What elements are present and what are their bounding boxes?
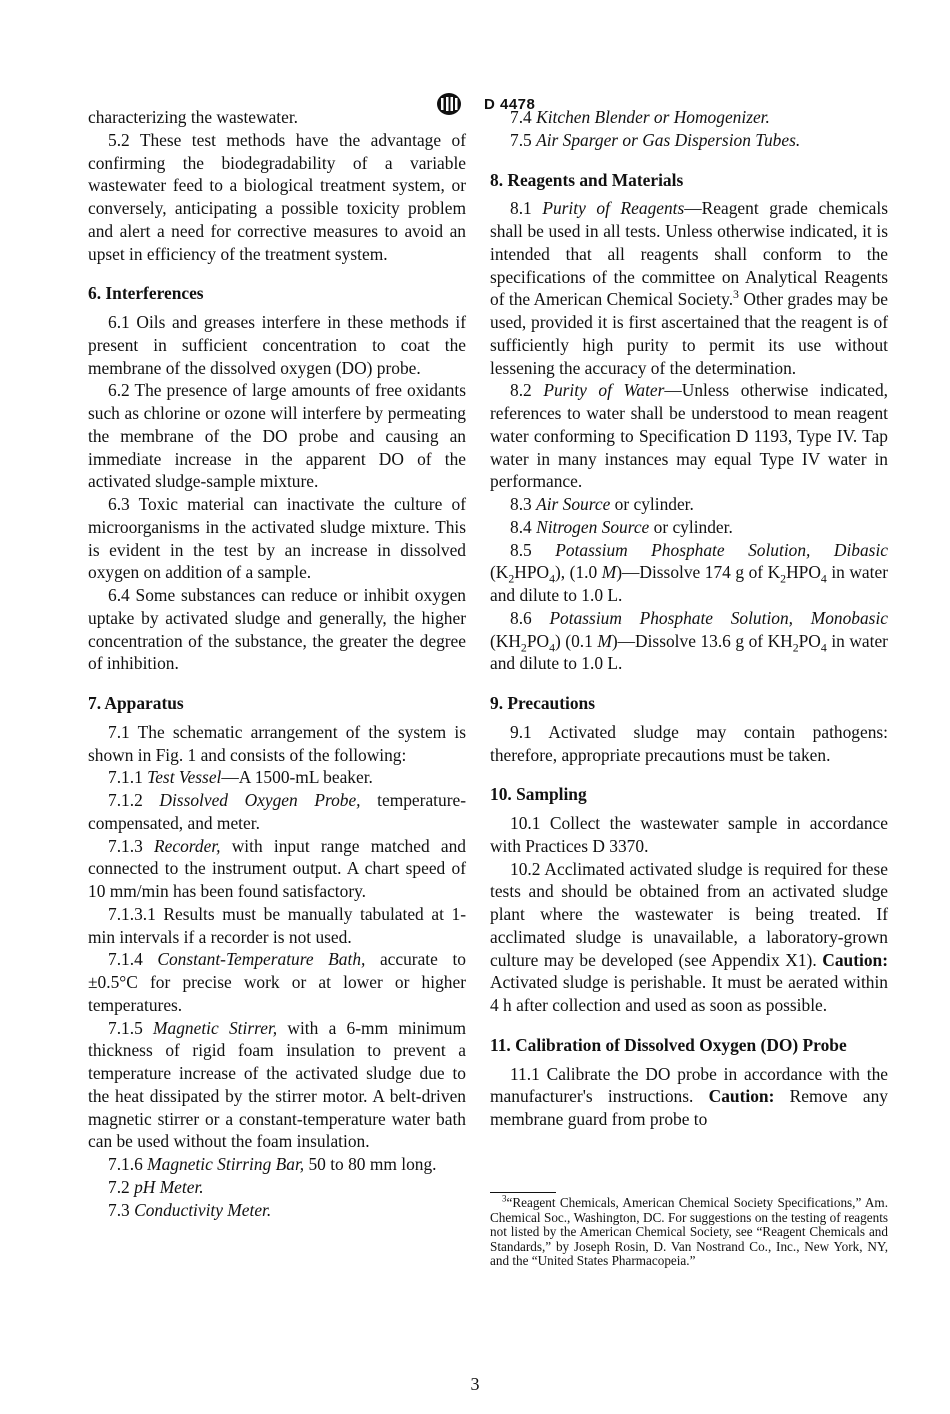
paragraph	[88, 721, 466, 767]
text-run: Potassium Phosphate Solution, Dibasic	[555, 539, 888, 560]
text-run: 4	[549, 571, 555, 586]
footnote	[490, 1193, 888, 1269]
text-run: 8.6	[510, 607, 550, 628]
text-run: 10. Sampling	[490, 784, 587, 805]
text-run: Magnetic Stirring Bar,	[147, 1154, 305, 1174]
text-run: PO	[798, 630, 821, 651]
text-run: 11. Calibration of Dissolved Oxygen (DO) Probe	[490, 1034, 847, 1055]
text-run: Conductivity Meter.	[134, 1199, 272, 1220]
text-run: 7.3	[108, 1199, 135, 1220]
text-run: 6.4 Some substances can reduce or inhibit oxygen uptake by activated sludge and generally, the higher concentration of the substance, the greater the degree of inhibition.	[88, 585, 466, 674]
text-run: —Unless otherwise indicated, references to water shall be understood to mean reagent water conforming to Specification D 1193, Type IV. Tap water in many instances may equal Type IV water in performance.	[490, 380, 889, 492]
paragraph	[88, 903, 466, 949]
text-run: 7.1.5	[108, 1017, 154, 1038]
paragraph	[490, 516, 888, 539]
text-run: characterizing the wastewater.	[88, 107, 299, 127]
text-run: 7.1.4	[108, 949, 158, 970]
text-run: Magnetic Stirrer,	[153, 1017, 278, 1038]
text-run: 8.4	[510, 516, 537, 537]
text-run: 7.5	[510, 129, 537, 150]
section-heading	[490, 1034, 888, 1057]
text-run: 11.1 Calibrate the DO probe in accordance with the manufacturer's instructions.	[490, 1063, 888, 1107]
section-heading	[88, 282, 466, 305]
text-run: (K	[490, 562, 509, 583]
text-run: 10.2 Acclimated activated sludge is required for these tests and should be obtained from an activated sludge plant where the wastewater is being treated. If acclimated sludge is unavailable, a laboratory-grown culture may be developed (see Appendix X1).	[490, 858, 888, 970]
text-run: 9.1 Activated sludge may contain pathogens: therefore, appropriate precautions must be taken.	[490, 721, 888, 765]
text-run: —A 1500-mL beaker.	[221, 767, 373, 788]
document-number: D 4478	[484, 95, 536, 113]
text-run: 2	[508, 571, 515, 586]
text-run: M	[597, 630, 612, 651]
text-run: 8.1	[510, 198, 543, 219]
text-run: 7.2	[108, 1176, 135, 1197]
paragraph	[490, 607, 888, 675]
paragraph	[490, 379, 888, 493]
text-run: Other grades may be used, provided it is first ascertained that the reagent is of sufficiently high purity to permit its use without lessening the accuracy of the determination.	[490, 289, 888, 378]
text-run: —Reagent grade chemicals shall be used in all tests. Unless otherwise indicated, it is intended that all reagents shall conform to the specifications of the committee on Analytical Reagents of the American Chemical Society.	[490, 198, 888, 310]
text-run: pH Meter.	[134, 1176, 204, 1197]
text-run: with input range matched and connected to the instrument output. A chart speed of 10 mm/min has been found satisfactory.	[88, 835, 466, 901]
text-run: in water and dilute to 1.0 L.	[490, 562, 888, 605]
section-heading	[88, 692, 466, 715]
text-run: Recorder,	[154, 835, 221, 856]
text-run: 2	[780, 571, 787, 586]
text-run: 7.1.6	[108, 1154, 148, 1174]
text-run: 6.1 Oils and greases interfere in these methods if present in sufficient concentration to coat the membrane of the dissolved oxygen (DO) probe.	[88, 312, 466, 378]
text-run: Remove any membrane guard from probe to	[490, 1086, 888, 1129]
footnote-divider	[490, 1192, 556, 1193]
text-run: (KH	[490, 630, 521, 651]
text-run: ), (1.0	[555, 562, 602, 583]
text-run: 4	[549, 639, 555, 654]
paragraph	[88, 1153, 466, 1176]
text-run: Caution:	[708, 1086, 775, 1107]
text-run: 7.1.1	[108, 767, 148, 788]
text-run: 7.4	[510, 107, 537, 127]
text-run: )—Dissolve 13.6 g of KH	[611, 630, 793, 651]
text-run: Potassium Phosphate Solution, Monobasic	[549, 607, 888, 628]
text-run: Purity of Water	[543, 380, 665, 401]
text-run: 8.5	[510, 539, 556, 560]
paragraph	[490, 539, 888, 607]
text-run: M	[601, 562, 617, 583]
text-run: 9. Precautions	[490, 693, 595, 713]
text-run: Activated sludge is perishable. It must be aerated within 4 h after collection and used as soon as possible.	[490, 972, 888, 1015]
text-run: 6. Interferences	[88, 283, 204, 304]
text-run: 2	[792, 639, 799, 654]
paragraph	[88, 493, 466, 584]
section-heading	[490, 692, 888, 715]
left-column	[88, 106, 466, 1221]
text-run: or cylinder.	[649, 516, 733, 537]
paragraph	[88, 1017, 466, 1154]
text-run: or cylinder.	[610, 494, 694, 514]
text-run: 10.1 Collect the wastewater sample in accordance with Practices D 3370.	[490, 813, 888, 856]
paragraph	[490, 812, 888, 858]
paragraph	[490, 129, 888, 152]
paragraph	[490, 1063, 888, 1131]
text-run: 4	[820, 571, 827, 586]
text-run: 7. Apparatus	[88, 693, 184, 713]
footnote-ref: 3	[502, 1193, 507, 1204]
text-run: temperature-compensated, and meter.	[88, 790, 466, 833]
paragraph	[88, 766, 466, 789]
paragraph	[88, 1199, 466, 1222]
section-heading	[490, 783, 888, 806]
text-run: in water and dilute to 1.0 L.	[490, 630, 888, 674]
paragraph	[88, 311, 466, 379]
text-run: 8. Reagents and Materials	[490, 169, 684, 190]
paragraph	[88, 129, 466, 266]
paragraph	[490, 493, 888, 516]
footnote-ref: 3	[733, 287, 739, 302]
paragraph	[88, 789, 466, 835]
paragraph	[88, 584, 466, 675]
text-run: 2	[520, 639, 527, 654]
paragraph	[490, 858, 888, 1017]
text-run: Air Source	[536, 494, 611, 514]
text-run: Kitchen Blender or Homogenizer.	[536, 107, 770, 127]
paragraph	[88, 948, 466, 1016]
text-run: 6.3 Toxic material can inactivate the culture of microorganisms in the activated sludge mixture. This is evident in the test by an increase in dissolved oxygen on addition of a sample.	[88, 494, 466, 583]
text-run: 7.1.3.1 Results must be manually tabulated at 1-min intervals if a recorder is not used.	[88, 903, 466, 947]
text-run: HPO	[514, 562, 550, 583]
text-run: ) (0.1	[555, 630, 598, 651]
paragraph	[490, 721, 888, 767]
section-heading	[490, 169, 888, 192]
text-run: HPO	[786, 562, 821, 583]
paragraph	[88, 379, 466, 493]
text-run: 8.2	[510, 380, 544, 401]
paragraph	[88, 106, 466, 129]
text-run: 7.1.2	[108, 790, 160, 810]
text-run: Dissolved Oxygen Probe,	[159, 790, 361, 810]
text-run: 8.3	[510, 494, 537, 514]
text-run: 7.1 The schematic arrangement of the system is shown in Fig. 1 and consists of the following:	[88, 721, 466, 765]
text-run: Constant-Temperature Bath,	[157, 949, 366, 970]
text-run: Test Vessel	[147, 767, 222, 788]
text-run: Air Sparger or Gas Dispersion Tubes.	[536, 129, 801, 150]
text-run: 4	[820, 639, 827, 654]
text-run: 50 to 80 mm long.	[304, 1154, 437, 1174]
text-run: Purity of Reagents	[542, 198, 685, 219]
text-run: “Reagent Chemicals, American Chemical Society Specifications,” Am. Chemical Soc., Washington, DC. For suggestions on the testing of reagents not listed by the American Chemical Society, see “Reagent Chemicals and Standards,” by Joseph Rosin, D. Van Nostrand Co., Inc., New York, NY, and the “United States Pharmacopeia.”	[490, 1195, 888, 1269]
text-run: PO	[526, 630, 550, 651]
paragraph	[490, 106, 888, 129]
text-run: accurate to ±0.5°C for precise work or at lower or higher temperatures.	[88, 949, 466, 1015]
paragraph	[88, 1176, 466, 1199]
text-run: Caution:	[822, 949, 888, 970]
text-run: )—Dissolve 174 g of K	[616, 562, 781, 583]
text-run: with a 6-mm minimum thickness of rigid foam insulation to prevent a temperature increase of the activated sludge due to the heat dissipated by the stirrer motor. A belt-driven magnetic stirrer or a constant-temperature water bath can be used without the foam insulation.	[88, 1017, 466, 1152]
page-number: 3	[470, 1374, 480, 1394]
text-run: 7.1.3	[108, 835, 155, 856]
paragraph	[490, 197, 888, 379]
text-run: Nitrogen Source	[536, 516, 650, 537]
right-column	[490, 106, 888, 1131]
text-run: 6.2 The presence of large amounts of free oxidants such as chlorine or ozone will interfere by permeating the membrane of the DO probe and causing an immediate increase in the apparent DO of the activated sludge-sample mixture.	[88, 380, 466, 492]
paragraph	[88, 835, 466, 903]
text-run: 5.2 These test methods have the advantage of confirming the biodegradability of a variable wastewater feed to a biological treatment system, or conversely, anticipating a possible toxicity problem and alert a need for corrective measures to avoid an upset in efficiency of the treatment system.	[88, 129, 466, 264]
